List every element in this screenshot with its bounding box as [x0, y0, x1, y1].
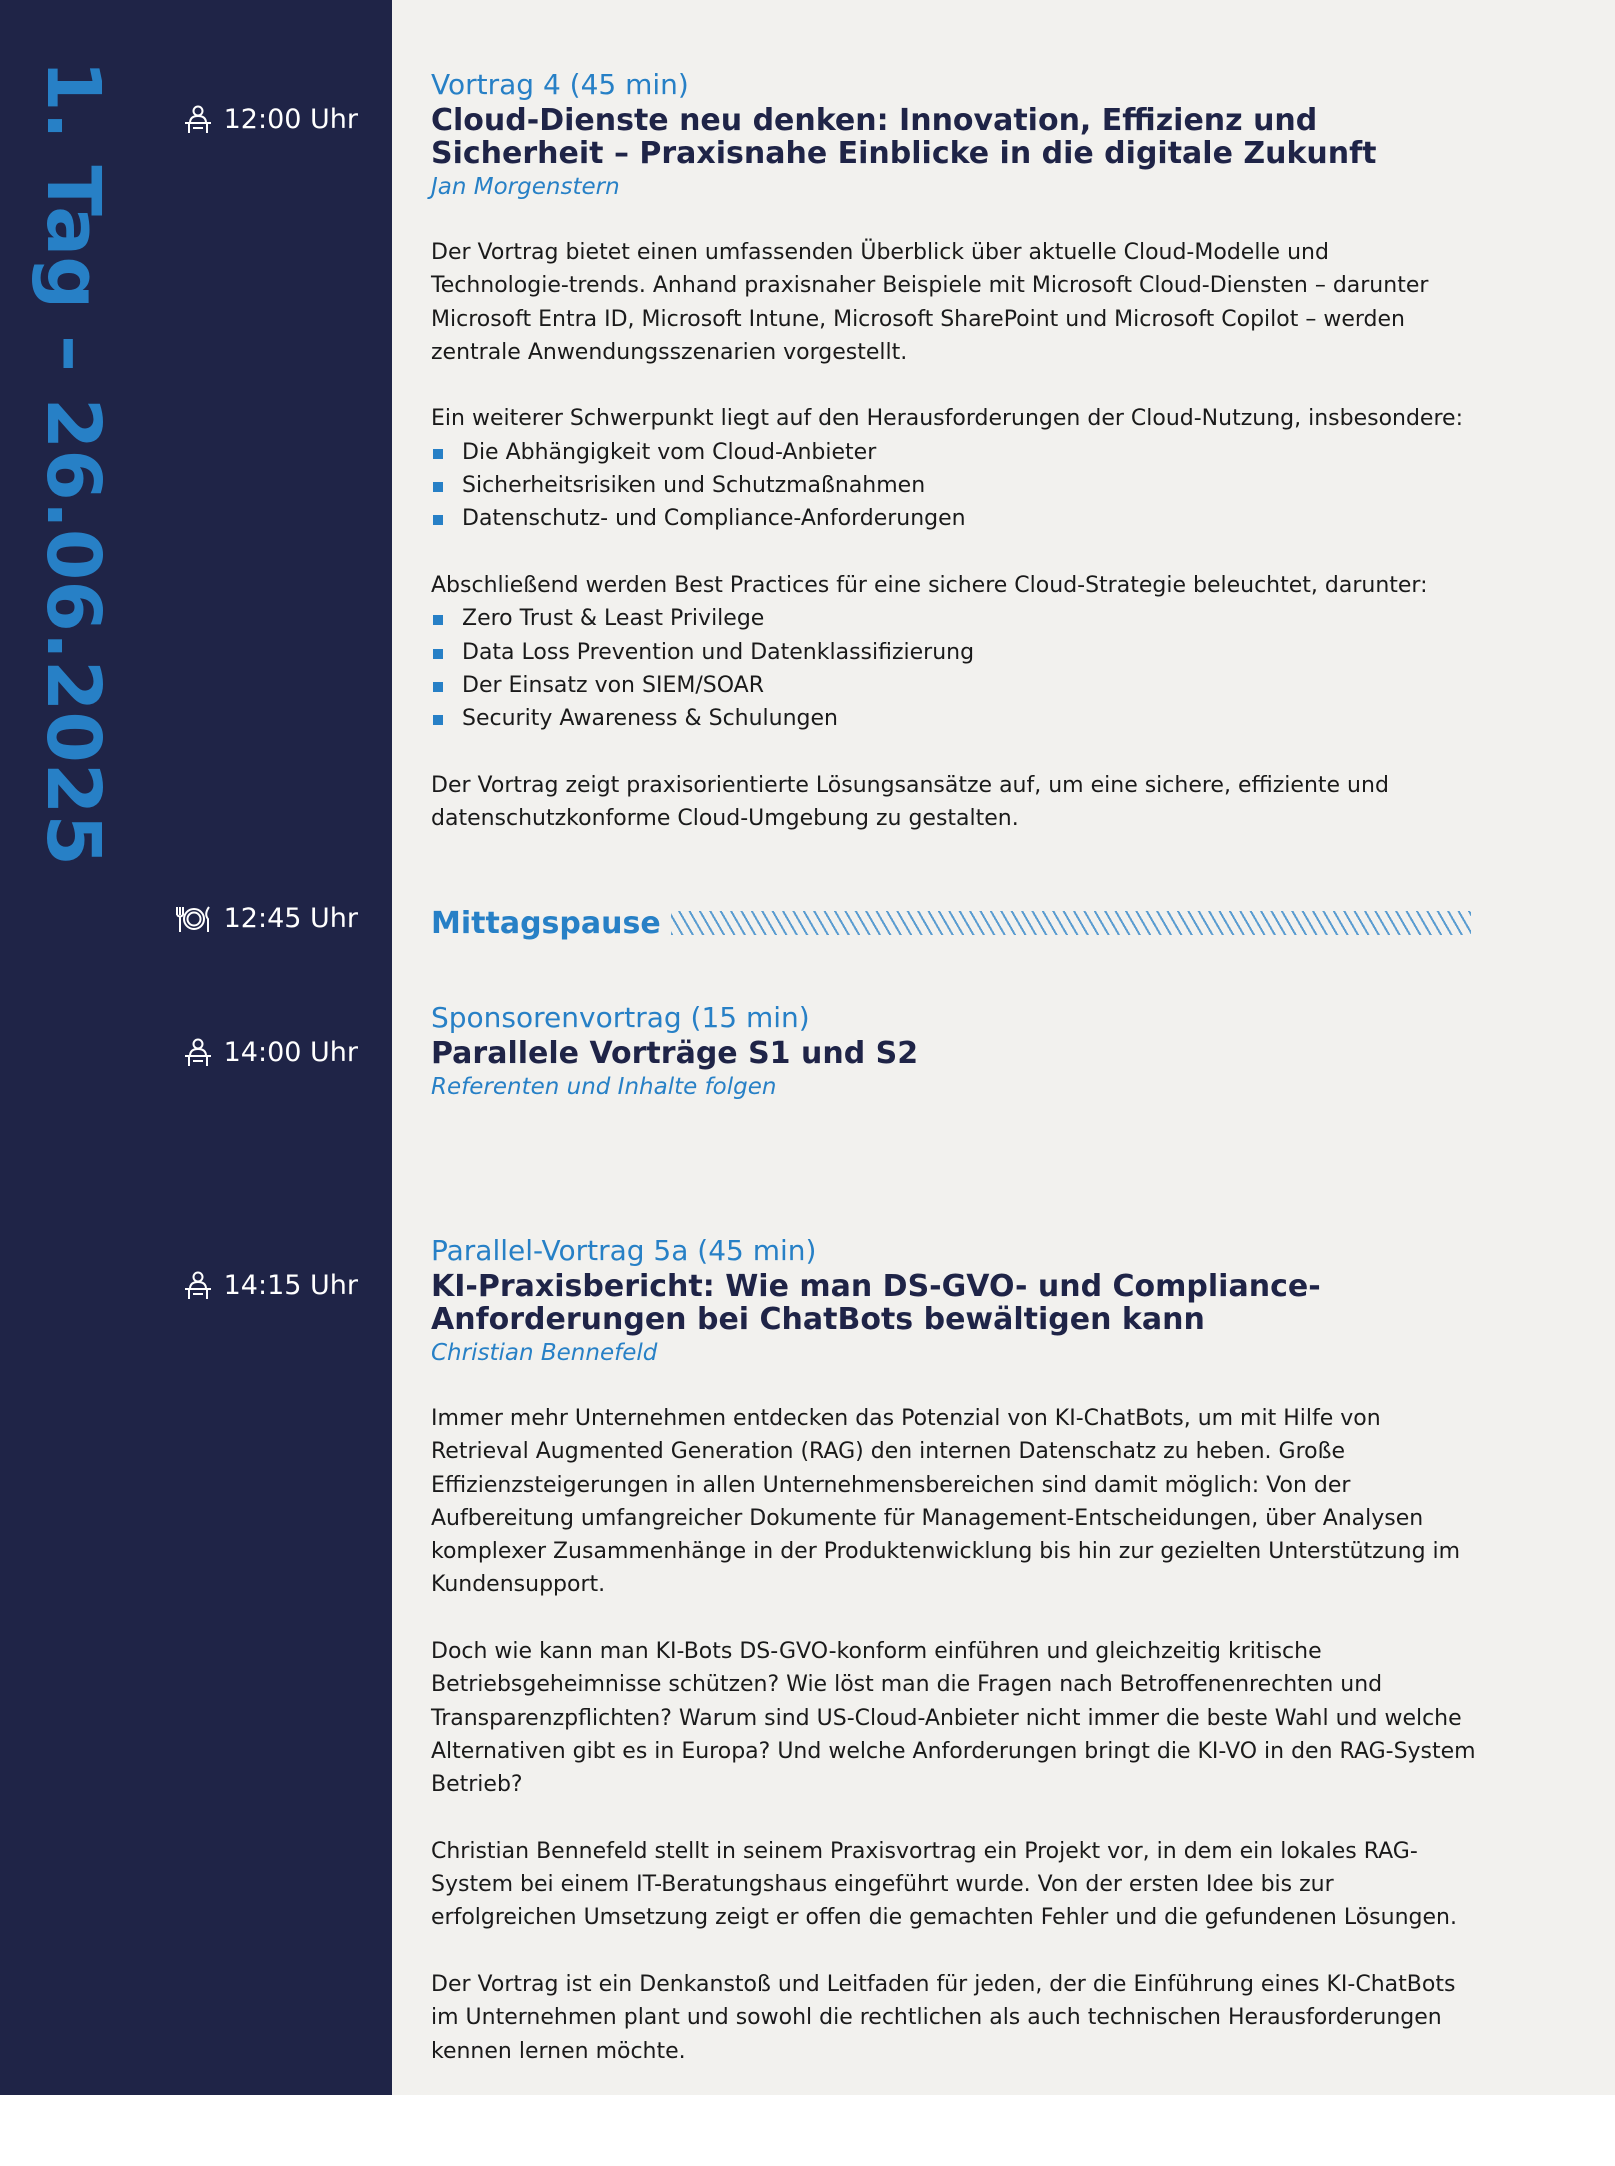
session-title: Parallele Vorträge S1 und S2 [431, 1036, 919, 1071]
paragraph: Doch wie kann man KI-Bots DS-GVO-konform einführen und gleichzeitig kritische Betriebsgeheimnisse schützen? Wie löst man die Fragen nach Betroffenenrechten und Transparenzpflichten? Warum sind US-Cloud-Anbieter nicht immer die beste Wahl und welche Alternativen gibt es in Europa? Und welche Anforderungen bringt die KI-VO in den RAG-System Betrieb? [431, 1639, 1476, 1798]
paragraph: Der Vortrag bietet einen umfassenden Überblick über aktuelle Cloud-Modelle und Technologie-trends. Anhand praxisnaher Beispiele mit Microsoft Cloud-Diensten – darunter Microsoft Entra ID, Microsoft Intune, Microsoft SharePoint und Microsoft Copilot – werden zentrale Anwendungsszenarien vorgestellt. [431, 240, 1429, 365]
bullet-list [431, 602, 1471, 735]
speaker-icon [182, 1038, 214, 1068]
list-item: Data Loss Prevention und Datenklassifizierung [431, 636, 1471, 669]
paragraph: Christian Bennefeld stellt in seinem Praxisvortrag ein Projekt vor, in dem ein lokales RAG-System bei einem IT-Beratungshaus eingeführt wurde. Von der ersten Idee bis zur erfolgreichen Umsetzung zeigt er offen die gemachten Fehler und die gefundenen Lösungen. [431, 1838, 1457, 1931]
time-label: 12:45 Uhr [223, 903, 358, 934]
session-kicker: Parallel-Vortrag 5a (45 min) [431, 1234, 817, 1267]
list-item: Die Abhängigkeit vom Cloud-Anbieter [431, 436, 1471, 469]
session-description [431, 1402, 1476, 2068]
session-title-line: Anforderungen bei ChatBots bewältigen kann [431, 1302, 1205, 1337]
speaker-icon [182, 105, 214, 135]
time-label: 14:00 Uhr [223, 1037, 358, 1068]
session-title [431, 104, 1491, 170]
list-item: Zero Trust & Least Privilege [431, 602, 1471, 635]
session-title-line: Cloud-Dienste neu denken: Innovation, Effizienz und [431, 103, 1318, 138]
list-item: Security Awareness & Schulungen [431, 702, 1471, 735]
time-label: 14:15 Uhr [223, 1270, 358, 1301]
session-speaker: Referenten und Inhalte folgen [431, 1074, 777, 1100]
session-sponsorenvortrag [431, 1001, 1491, 1102]
paragraph: Ein weiterer Schwerpunkt liegt auf den Herausforderungen der Cloud-Nutzung, insbesondere: [431, 406, 1463, 432]
time-label: 12:00 Uhr [223, 104, 358, 135]
list-item: Der Einsatz von SIEM/SOAR [431, 669, 1471, 702]
session-kicker: Sponsorenvortrag (15 min) [431, 1001, 810, 1034]
list-item: Sicherheitsrisiken und Schutzmaßnahmen [431, 469, 1471, 502]
session-speaker: Christian Bennefeld [431, 1340, 658, 1366]
paragraph: Der Vortrag zeigt praxisorientierte Lösungsansätze auf, um eine sichere, effiziente und datenschutzkonforme Cloud-Umgebung zu gestalten. [431, 772, 1389, 832]
session-title-line: Sicherheit – Praxisnahe Einblicke in die digitale Zukunft [431, 136, 1377, 171]
session-parallel-vortrag-5a [431, 1234, 1491, 2101]
time-1415 [182, 1270, 358, 1301]
paragraph: Der Vortrag ist ein Denkanstoß und Leitfaden für jeden, der die Einführung eines KI-ChatBots im Unternehmen plant und sowohl die rechtlichen als auch technischen Herausforderungen kennen lernen möchte. [431, 1972, 1456, 2064]
bullet-list [431, 436, 1471, 536]
day-title: 1. Tag – 26.06.2025 [30, 60, 116, 866]
time-1400 [182, 1037, 358, 1068]
list-item: Datenschutz- und Compliance-Anforderungen [431, 502, 1471, 535]
session-kicker: Vortrag 4 (45 min) [431, 68, 689, 101]
hatch-divider [671, 911, 1471, 935]
session-description [431, 236, 1471, 835]
session-title-line: KI-Praxisbericht: Wie man DS-GVO- und Compliance- [431, 1269, 1321, 1304]
plate-cutlery-icon [174, 904, 214, 934]
session-title [431, 1270, 1491, 1336]
speaker-icon [182, 1271, 214, 1301]
time-1200 [182, 104, 358, 135]
paragraph: Immer mehr Unternehmen entdecken das Potenzial von KI-ChatBots, um mit Hilfe von Retrieval Augmented Generation (RAG) den internen Datenschatz zu heben. Große Effizienzsteigerungen in allen Unternehmensbereichen sind damit möglich: Von der Aufbereitung umfangreicher Dokumente für Management-Entscheidungen, über Analysen komplexer Zusammenhänge in der Produktenwicklung bis hin zur gezielten Unterstützung im Kundensupport. [431, 1406, 1461, 1598]
time-1245 [174, 903, 358, 934]
session-speaker: Jan Morgenstern [431, 174, 620, 200]
session-vortrag-4 [431, 68, 1491, 869]
paragraph: Abschließend werden Best Practices für eine sichere Cloud-Strategie beleuchtet, darunter: [431, 572, 1428, 598]
lunch-break [431, 900, 1471, 946]
lunch-break-label: Mittagspause [431, 905, 661, 941]
